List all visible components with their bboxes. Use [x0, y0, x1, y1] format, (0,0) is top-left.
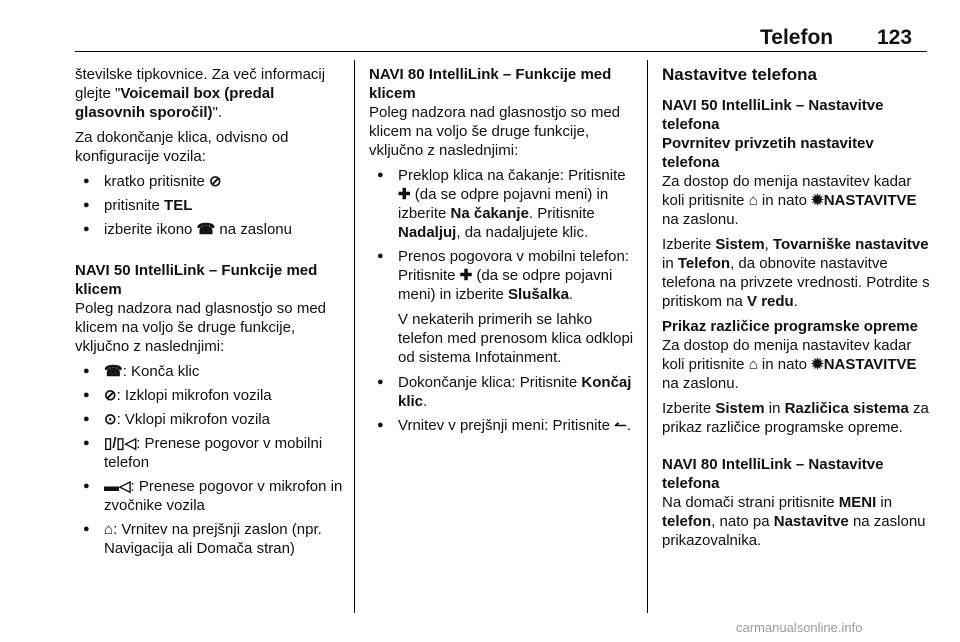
heading-software-version: Prikaz različice programske opreme — [662, 318, 918, 335]
list-item: ● ▬◁: Prenese pogovor v mikrofon in zvočnike vozila — [75, 477, 343, 515]
list-item: ● ⊘: Izklopi mikrofon vozila — [75, 386, 343, 405]
list-item: ● ☎: Konča klic — [75, 362, 343, 381]
column-3 — [662, 65, 932, 556]
column-divider-2 — [647, 60, 648, 613]
column-1 — [75, 65, 343, 568]
car-speaker-icon: ▬◁ — [104, 478, 131, 495]
phone-transfer-icon: ▯/▯◁ — [104, 435, 137, 452]
end-call-icon: ☎ — [196, 221, 216, 238]
page-title: Telefon — [760, 26, 834, 49]
paragraph-voicemail: številske tipkovnice. Za več informacij glejte "Voicemail box (predal glasovnih sporočil)". — [75, 66, 326, 121]
list-item: ● Dokončanje klica: Pritisnite Končaj klic. — [369, 373, 637, 411]
watermark: carmanualsonline.info — [736, 620, 863, 635]
list-item: ● ⌂: Vrnitev na prejšnji zaslon (npr. Navigacija ali Domača stran) — [75, 520, 343, 558]
paragraph-settings-access-2: Za dostop do menija nastavitev kadar koli pritisnite ⌂ in nato ✹NASTAVITVE na zaslonu. — [662, 337, 917, 392]
list-item: ● Preklop klica na čakanje: Pritisnite ✚ (da se odpre pojavni meni) in izberite Na čakanje. Pritisnite Nadaljuj, da nadaljujete klic. — [369, 166, 637, 242]
list-item: ● izberite ikono ☎ na zaslonu — [75, 220, 343, 239]
heading-navi80-call-functions: NAVI 80 IntelliLink – Funkcije med klicem — [369, 66, 612, 102]
paragraph-transfer-note: V nekaterih primerih se lahko telefon med prenosom klica odklopi od sistema Infotainment. — [398, 311, 634, 366]
list-item: ● pritisnite TEL — [75, 196, 343, 215]
list-item: ● Vrnitev v prejšnji meni: Pritisnite ↼. — [369, 416, 637, 435]
paragraph-call-functions: Poleg nadzora nad glasnostjo so med klicem na voljo še druge funkcije, vključno z naslednjimi: — [369, 104, 621, 159]
paragraph-end-call-intro: Za dokončanje klica, odvisno od konfiguracije vozila: — [75, 129, 289, 165]
paragraph-version-steps: Izberite Sistem in Različica sistema za prikaz različice programske opreme. — [662, 400, 929, 436]
end-call-icon: ☎ — [104, 363, 123, 380]
page-header — [0, 0, 960, 56]
heading-phone-settings: Nastavitve telefona — [662, 65, 817, 84]
list-item: ● ▯/▯◁: Prenese pogovor v mobilni telefon — [75, 434, 343, 472]
header-divider — [75, 51, 927, 52]
home-icon: ⌂ — [748, 356, 758, 373]
plus-icon: ✚ — [398, 186, 411, 203]
column-2 — [369, 65, 637, 445]
page-number: 123 — [877, 26, 913, 49]
end-call-list — [75, 172, 343, 239]
mic-on-icon: ⊙ — [104, 411, 117, 428]
gear-icon: ✹ — [811, 192, 824, 209]
heading-restore-defaults: Povrnitev privzetih nastavitev telefona — [662, 135, 874, 171]
paragraph-restore-steps: Izberite Sistem, Tovarniške nastavitve in Telefon, da obnovite nastavitve telefona na privzete vrednosti. Potrdite s pritiskom na V redu. — [662, 236, 930, 310]
list-item: ● ⊙: Vklopi mikrofon vozila — [75, 410, 343, 429]
list-item: ● kratko pritisnite ⊘ — [75, 172, 343, 191]
phone-hangup-icon: ⊘ — [209, 173, 222, 190]
gear-icon: ✹ — [811, 356, 824, 373]
plus-icon: ✚ — [459, 267, 473, 284]
paragraph-settings-access: Za dostop do menija nastavitev kadar koli pritisnite ⌂ in nato ✹NASTAVITVE na zaslonu. — [662, 173, 917, 228]
heading-navi50-call-functions: NAVI 50 IntelliLink – Funkcije med klicem — [75, 262, 318, 298]
navi80-call-functions-list — [369, 166, 637, 435]
mic-off-icon: ⊘ — [104, 387, 117, 404]
heading-navi50-phone-settings: NAVI 50 IntelliLink – Nastavitve telefona — [662, 97, 884, 133]
paragraph-navi80-settings: Na domači strani pritisnite MENI in telefon, nato pa Nastavitve na zaslonu prikazovalnika. — [662, 494, 926, 549]
back-arrow-icon: ↼ — [614, 417, 627, 434]
list-item: ● Prenos pogovora v mobilni telefon: Pritisnite ✚ (da se odpre pojavni meni) in izberite Slušalka. V nekaterih primerih se lahko telefon med prenosom klica odklopi od sistema Infotainment. — [369, 247, 637, 367]
column-divider-1 — [354, 60, 355, 613]
home-icon: ⌂ — [104, 521, 114, 538]
link-voicemail[interactable]: Voicemail box (predal glasovnih sporočil) — [75, 85, 275, 121]
home-icon: ⌂ — [748, 192, 758, 209]
call-functions-list — [75, 362, 343, 558]
heading-navi80-phone-settings: NAVI 80 IntelliLink – Nastavitve telefona — [662, 456, 884, 492]
paragraph-call-functions: Poleg nadzora nad glasnostjo so med klicem na voljo še druge funkcije, vključno z naslednjimi: — [75, 300, 327, 355]
